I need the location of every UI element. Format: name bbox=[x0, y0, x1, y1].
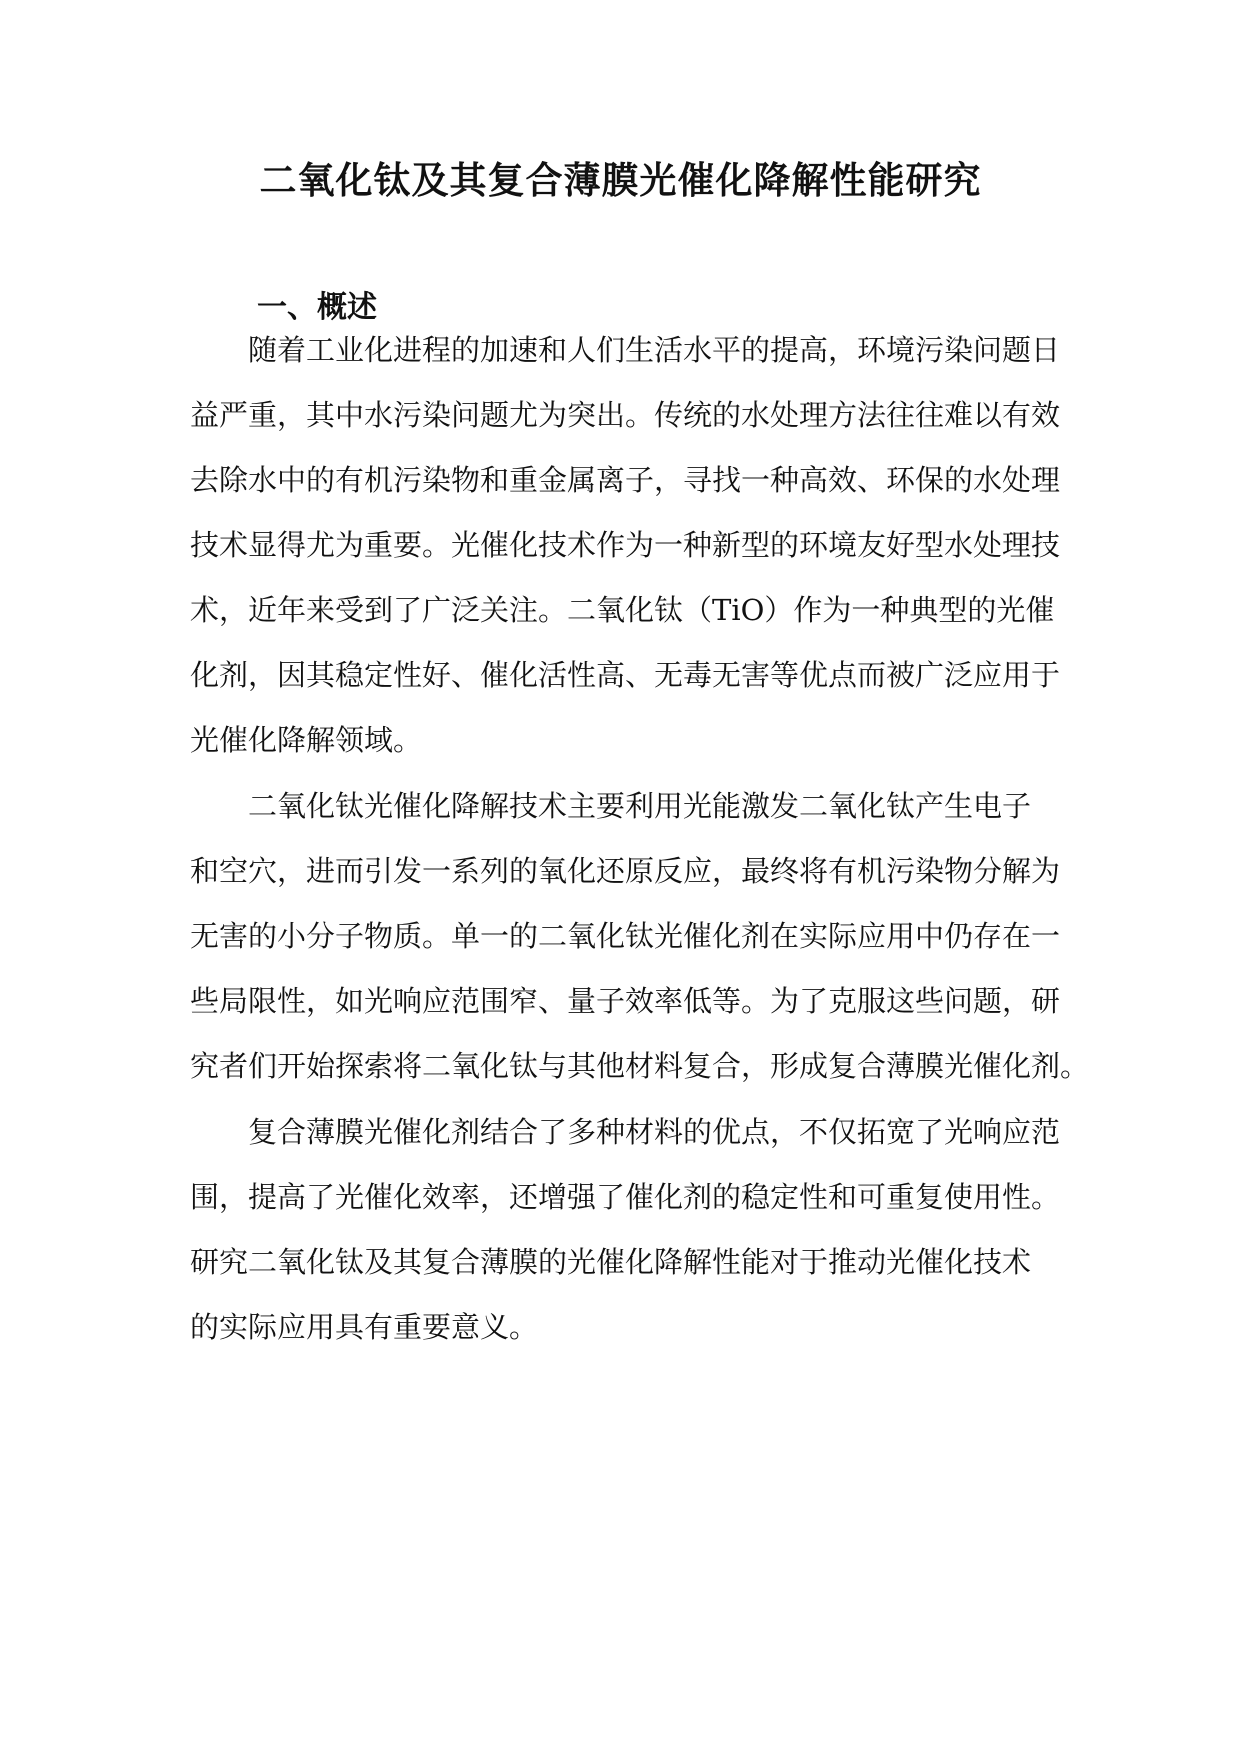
document-title: 二氧化钛及其复合薄膜光催化降解性能研究 bbox=[259, 158, 982, 202]
paragraph-line: 研究二氧化钛及其复合薄膜的光催化降解性能对于推动光催化技术 bbox=[190, 1245, 1032, 1279]
section-heading: 一、概述 bbox=[257, 290, 377, 325]
paragraph-line: 去除水中的有机污染物和重金属离子，寻找一种高效、环保的水处理 bbox=[190, 463, 1061, 497]
paragraph-line: 二氧化钛光催化降解技术主要利用光能激发二氧化钛产生电子 bbox=[248, 789, 1032, 823]
paragraph-line: 无害的小分子物质。单一的二氧化钛光催化剂在实际应用中仍存在一 bbox=[190, 919, 1061, 953]
paragraph-line: 随着工业化进程的加速和人们生活水平的提高，环境污染问题日 bbox=[248, 333, 1061, 367]
paragraph-line: 究者们开始探索将二氧化钛与其他材料复合，形成复合薄膜光催化剂。 bbox=[190, 1049, 1090, 1083]
paragraph-line: 化剂，因其稳定性好、催化活性高、无毒无害等优点而被广泛应用于 bbox=[190, 658, 1061, 692]
paragraph-line: 术，近年来受到了广泛关注。二氧化钛（TiO）作为一种典型的光催 bbox=[190, 593, 1055, 627]
paragraph-line: 复合薄膜光催化剂结合了多种材料的优点，不仅拓宽了光响应范 bbox=[248, 1115, 1061, 1149]
paragraph-line: 的实际应用具有重要意义。 bbox=[190, 1310, 539, 1344]
paragraph-line: 光催化降解领域。 bbox=[190, 723, 423, 757]
paragraph-line: 围，提高了光催化效率，还增强了催化剂的稳定性和可重复使用性。 bbox=[190, 1180, 1061, 1214]
paragraph-line: 些局限性，如光响应范围窄、量子效率低等。为了克服这些问题，研 bbox=[190, 984, 1061, 1018]
paragraph-line: 益严重，其中水污染问题尤为突出。传统的水处理方法往往难以有效 bbox=[190, 398, 1061, 432]
paragraph-line: 和空穴，进而引发一系列的氧化还原反应，最终将有机污染物分解为 bbox=[190, 854, 1061, 888]
paragraph-line: 技术显得尤为重要。光催化技术作为一种新型的环境友好型水处理技 bbox=[190, 528, 1061, 562]
